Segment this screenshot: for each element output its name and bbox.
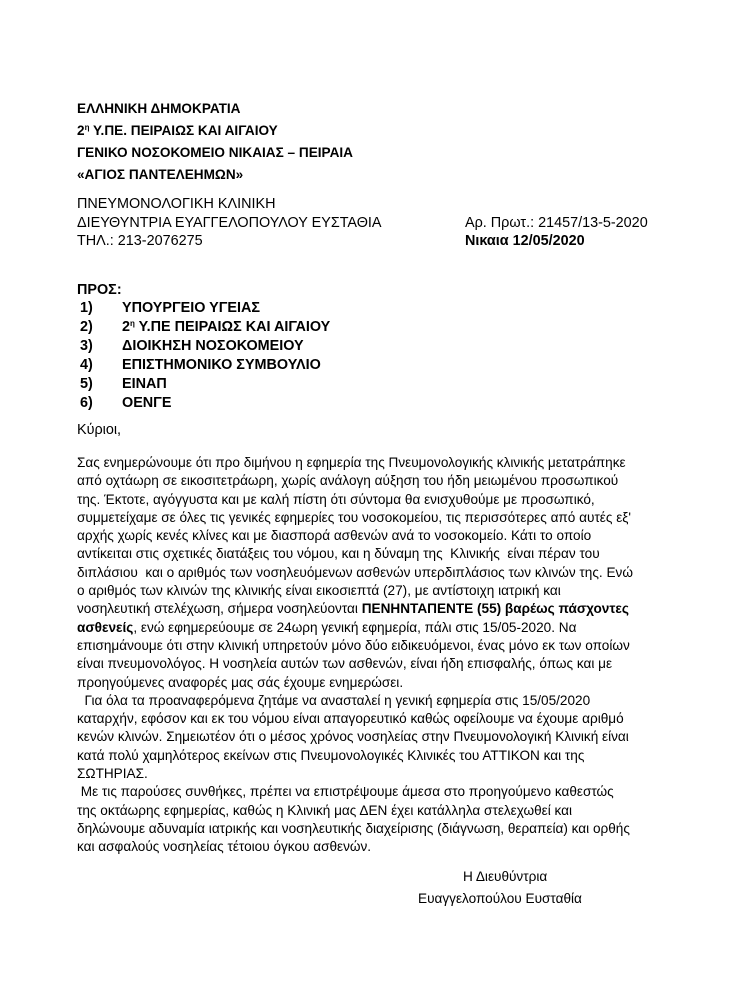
body-text-segment: της. Έκτοτε, αγόγγυστα και με καλή πίστη ότι σύντομα θα ενισχυθούμε με προσωπικό, (77, 491, 595, 507)
body-text-segment: ο αριθμός των κλινών της κλινικής είναι εικοσιεπτά (27), με αντίστοιχη ιατρική και (77, 583, 561, 599)
recipient-item (80, 375, 330, 394)
body-line (77, 838, 633, 856)
recipient-ordinal-suffix: η (130, 319, 135, 328)
body-line (77, 783, 633, 801)
body-text-segment: και ασφαλούς νοσηλείας τέτοιου όγκου ασθενών. (77, 839, 372, 855)
body-text-segment: καταρχήν, εφόσον και εκ του νόμου είναι απαγορευτικό καθώς οφείλουμε να έχουμε αριθμό (77, 711, 624, 727)
body-line (77, 472, 633, 490)
recipient-name: ΥΠΟΥΡΓΕΙΟ ΥΓΕΙΑΣ (122, 300, 261, 316)
letter-body (77, 454, 633, 857)
recipient-name: ΕΙΝΑΠ (122, 376, 167, 392)
recipients-list (80, 299, 330, 413)
protocol-number: Αρ. Πρωτ.: 21457/13-5-2020 (465, 215, 648, 231)
recipient-item (80, 318, 330, 337)
recipient-name: Υ.ΠΕ ΠΕΙΡΑΙΩΣ ΚΑΙ ΑΙΓΑΙΟΥ (134, 319, 331, 335)
body-line (77, 820, 633, 838)
body-line (77, 637, 633, 655)
body-line (77, 545, 633, 563)
body-line (77, 710, 633, 728)
body-text-segment: νοσηλευτική στελέχωση, σήμερα νοσηλεύονται (77, 601, 362, 617)
place-date: Νικαια 12/05/2020 (465, 233, 585, 249)
body-text-segment: επισημάνουμε ότι στην κλινική υπηρετούν μόνο δύο ειδικευόμενοι, ένας μόνο εκ των οποίων (77, 637, 630, 653)
body-text-segment: είναι πνευμονολόγος. Η νοσηλεία αυτών των ασθενών, είναι ήδη επισφαλής, όπως και με (77, 656, 613, 672)
body-line (77, 674, 633, 692)
header-region-number: 2 (77, 123, 85, 138)
body-text-segment: Σας ενημερώνουμε ότι προ διμήνου η εφημερία της Πνευμονολογικής κλινικής μετατράπηκε (77, 455, 626, 470)
body-line (77, 527, 633, 545)
header-hospital: ΓΕΝΙΚΟ ΝΟΣΟΚΟΜΕΙΟ ΝΙΚΑΙΑΣ – ΠΕΙΡΑΙΑ (77, 145, 354, 160)
recipient-item (80, 337, 330, 356)
body-line (77, 655, 633, 673)
recipient-name: ΕΠΙΣΤΗΜΟΝΙΚΟ ΣΥΜΒΟΥΛΙΟ (122, 357, 321, 373)
signature-name: Ευαγγελοπούλου Ευσταθία (418, 891, 582, 906)
body-text-segment: προηγούμενες αναφορές μας σάς έχουμε ενημερώσει. (77, 674, 404, 690)
recipients-label: ΠΡΟΣ: (77, 282, 122, 298)
header-hospital-name: «ΑΓΙΟΣ ΠΑΝΤΕΛΕΗΜΩΝ» (77, 167, 244, 182)
body-text-segment: δηλώνουμε αδυναμία ιατρικής και νοσηλευτικής διαχείρισης (διάγνωση, θεραπεία) και ορθής (77, 820, 630, 836)
body-text-segment: κενών κλινών. Σημειωτέον ότι ο μέσος χρόνος νοσηλείας στην Πνευμονολογική Κλινική είναι (77, 729, 629, 745)
clinic-phone: ΤΗΛ.: 213-2076275 (77, 233, 203, 249)
body-line (77, 728, 633, 746)
body-line (77, 802, 633, 820)
header-health-region (77, 120, 278, 142)
recipient-number: 4) (80, 357, 93, 373)
header-region-name: Υ.ΠΕ. ΠΕΙΡΑΙΩΣ ΚΑΙ ΑΙΓΑΙΟΥ (89, 123, 278, 138)
body-text-segment: συμμετείχαμε σε όλες τις γενικές εφημερίες του νοσοκομείου, τις περισσότερες από αυτές εξ' (77, 509, 631, 525)
body-text-segment: κατά πολύ χαμηλότερος εκείνων στις Πνευμονολογικές Κλινικές του ΑΤΤΙΚΟΝ και της (77, 747, 585, 763)
recipient-name: ΟΕΝΓΕ (122, 395, 172, 411)
body-line (77, 582, 633, 600)
body-line (77, 747, 633, 765)
recipient-number: 5) (80, 376, 93, 392)
body-text-segment: της οκτάωρης εφημερίας, καθώς η Κλινική μας ΔΕΝ έχει κατάλληλα στελεχωθεί και (77, 802, 573, 818)
body-text-segment: αντίκειται στις σχετικές διατάξεις του νόμου, και η δύναμη της Κλινικής είναι πέραν του (77, 546, 600, 562)
body-emphasis: ΠΕΝΗΝΤΑΠΕΝΤΕ (55) βαρέως πάσχοντες (361, 601, 629, 617)
recipient-item (80, 299, 330, 318)
clinic-director: ΔΙΕΥΘΥΝΤΡΙΑ ΕΥΑΓΓΕΛΟΠΟΥΛΟΥ ΕΥΣΤΑΘΙΑ (77, 215, 382, 231)
body-text-segment: Για όλα τα προαναφερόμενα ζητάμε να ανασταλεί η γενική εφημερία στις 15/05/2020 (77, 692, 591, 708)
recipient-ordinal-number: 2 (122, 319, 131, 335)
clinic-name: ΠΝΕΥΜΟΝΟΛΟΓΙΚΗ ΚΛΙΝΙΚΗ (77, 196, 276, 212)
body-line (77, 600, 633, 618)
recipient-number: 3) (80, 338, 93, 354)
recipient-number: 1) (80, 300, 93, 316)
salutation: Κύριοι, (77, 422, 122, 438)
recipient-number: 6) (80, 395, 93, 411)
body-line (77, 491, 633, 509)
body-text-segment: Με τις παρούσες συνθήκες, πρέπει να επιστρέψουμε άμεσα στο προηγούμενο καθεστώς (77, 784, 614, 800)
signature-title: Η Διευθύντρια (463, 869, 548, 884)
recipient-name: ΔΙΟΙΚΗΣΗ ΝΟΣΟΚΟΜΕΙΟΥ (122, 338, 304, 354)
header-republic: ΕΛΛΗΝΙΚΗ ΔΗΜΟΚΡΑΤΙΑ (77, 101, 241, 116)
body-text-segment: ΣΩΤΗΡΙΑΣ. (77, 766, 148, 782)
body-emphasis: ασθενείς (77, 619, 134, 635)
body-text-segment: αρχής χωρίς κενές κλίνες και με διασπορά ασθενών ανά το νοσοκομείο. Κάτι το οποίο (77, 528, 592, 544)
body-line (77, 454, 633, 472)
body-line (77, 564, 633, 582)
body-line (77, 619, 633, 637)
body-text-segment: διπλάσιου και ο αριθμός των νοσηλευόμενων ασθενών υπερδιπλάσιος των κλινών της. Ενώ (77, 564, 633, 580)
header-region-ordinal: η (84, 123, 90, 132)
body-line (77, 692, 633, 710)
body-text-segment: από οχτάωρη σε εικοσιτετράωρη, χωρίς ανάλογη αύξηση του ήδη μειωμένου προσωπικού (77, 473, 619, 489)
recipient-number: 2) (80, 319, 93, 335)
recipient-item (80, 394, 330, 413)
recipient-item (80, 356, 330, 375)
body-line (77, 509, 633, 527)
body-text-segment: , ενώ εφημερεύουμε σε 24ωρη γενική εφημερία, πάλι στις 15/05-2020. Να (133, 619, 577, 635)
body-line (77, 765, 633, 783)
